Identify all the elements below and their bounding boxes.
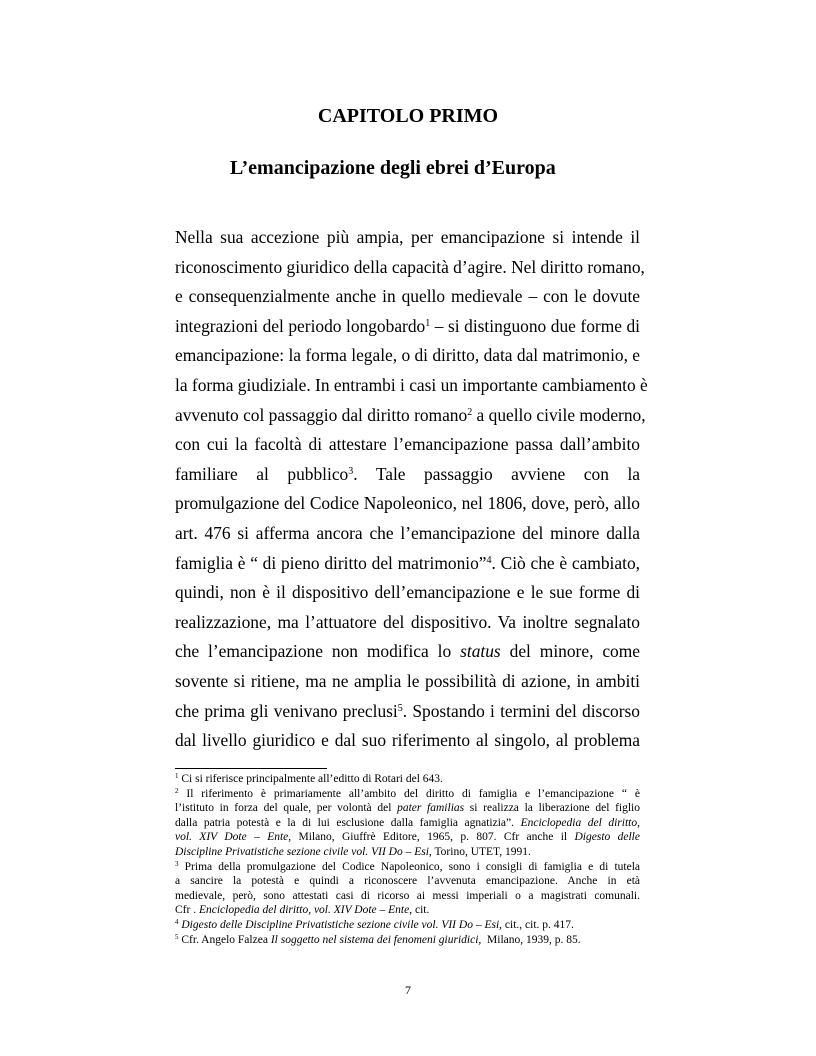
- footnote-2: $^2$ Il riferimento è primariamente all’ambito del diritto di famiglia e l’emancipazione “ è l’istituto in forza del quale, per volontà del pater familias si realizza la liberazione del figlio dalla patria potestà e la di lui esclusione dalla famiglia agnatizia”. Enciclopedia del diritto, vol. XIV Dote – Ente, Milano, Giuffrè Editore, 1965, p. 807. Cfr anche il Digesto delle Discipline Privatistiche sezione civile vol. VII Do – Esi, Torino, UTET, 1991.: [175, 786, 641, 858]
- page-number: 7: [405, 983, 411, 997]
- body-line: integrazioni del periodo longobardo$^1$ – si distinguono due forme di: [175, 315, 640, 336]
- body-line: promulgazione del Codice Napoleonico, nel 1806, dove, però, allo: [175, 493, 640, 514]
- footnote-ref[interactable]: 3: [348, 465, 354, 477]
- body-line: emancipazione: la forma legale, o di diritto, data dal matrimonio, e: [175, 345, 641, 366]
- footnote-separator: [175, 768, 327, 769]
- footnote-ref[interactable]: 1: [425, 317, 431, 329]
- footnote-1: $^1$ Ci si riferisce principalmente all’editto di Rotari del 643.: [175, 772, 443, 785]
- body-line: avvenuto col passaggio dal diritto romano$^2$ a quello civile moderno,: [175, 404, 646, 425]
- body-line: art. 476 si afferma ancora che l’emancipazione del minore dalla: [175, 522, 640, 543]
- body-line: che l’emancipazione non modifica lo status del minore, come: [175, 641, 640, 662]
- chapter-title: L’emancipazione degli ebrei d’Europa: [230, 157, 556, 179]
- body-line: sovente si ritiene, ma ne amplia le possibilità di azione, in ambiti: [175, 670, 640, 691]
- body-line: con cui la facoltà di attestare l’emancipazione passa dall’ambito: [175, 434, 640, 455]
- body-line: dal livello giuridico e dal suo riferimento al singolo, al problema: [175, 730, 640, 751]
- footnote-3: $^3$ Prima della promulgazione del Codice Napoleonico, sono i consigli di famiglia e di tutela a sancire la potestà e quindi a riconoscere l’avvenuta emancipazione. Anche in età medievale, però, sono attestati casi di ricorso ai messi imperiali o a magistrati comunali. Cfr . Enciclopedia del diritto, vol. XIV Dote – Ente, cit.: [175, 859, 640, 917]
- footnote-5: $^5$ Cfr. Angelo Falzea Il soggetto nel sistema dei fenomeni giuridici, Milano, 1939, p. 85.: [175, 932, 581, 946]
- body-line: la forma giudiziale. In entrambi i casi un importante cambiamento è: [175, 374, 648, 395]
- body-line: realizzazione, ma l’attuatore del dispositivo. Va inoltre segnalato: [175, 611, 640, 632]
- body-line: quindi, non è il dispositivo dell’emancipazione e le sue forme di: [175, 582, 640, 603]
- body-line: Nella sua accezione più ampia, per emancipazione si intende il: [175, 227, 640, 247]
- body-line: che prima gli venivano preclusi$^5$. Spostando i termini del discorso: [175, 700, 640, 721]
- main-paragraph: [175, 223, 648, 756]
- footnote-ref[interactable]: 5: [397, 702, 403, 714]
- body-line: e consequenzialmente anche in quello medievale – con le dovute: [175, 286, 640, 307]
- footnote-4: $^4$ Digesto delle Discipline Privatistiche sezione civile vol. VII Do – Esi, cit., cit. p. 417.: [175, 917, 574, 931]
- footnotes: [175, 772, 640, 947]
- chapter-heading: CAPITOLO PRIMO: [317, 105, 499, 127]
- body-line: riconoscimento giuridico della capacità d’agire. Nel diritto romano,: [175, 256, 645, 277]
- body-line: famiglia è “ di pieno diritto del matrimonio”$^4$. Ciò che è cambiato,: [175, 552, 640, 573]
- footnote-ref[interactable]: 2: [467, 406, 473, 418]
- footnote-ref[interactable]: 4: [486, 554, 492, 566]
- body-line: familiare al pubblico$^3$. Tale passaggio avviene con la: [175, 463, 640, 484]
